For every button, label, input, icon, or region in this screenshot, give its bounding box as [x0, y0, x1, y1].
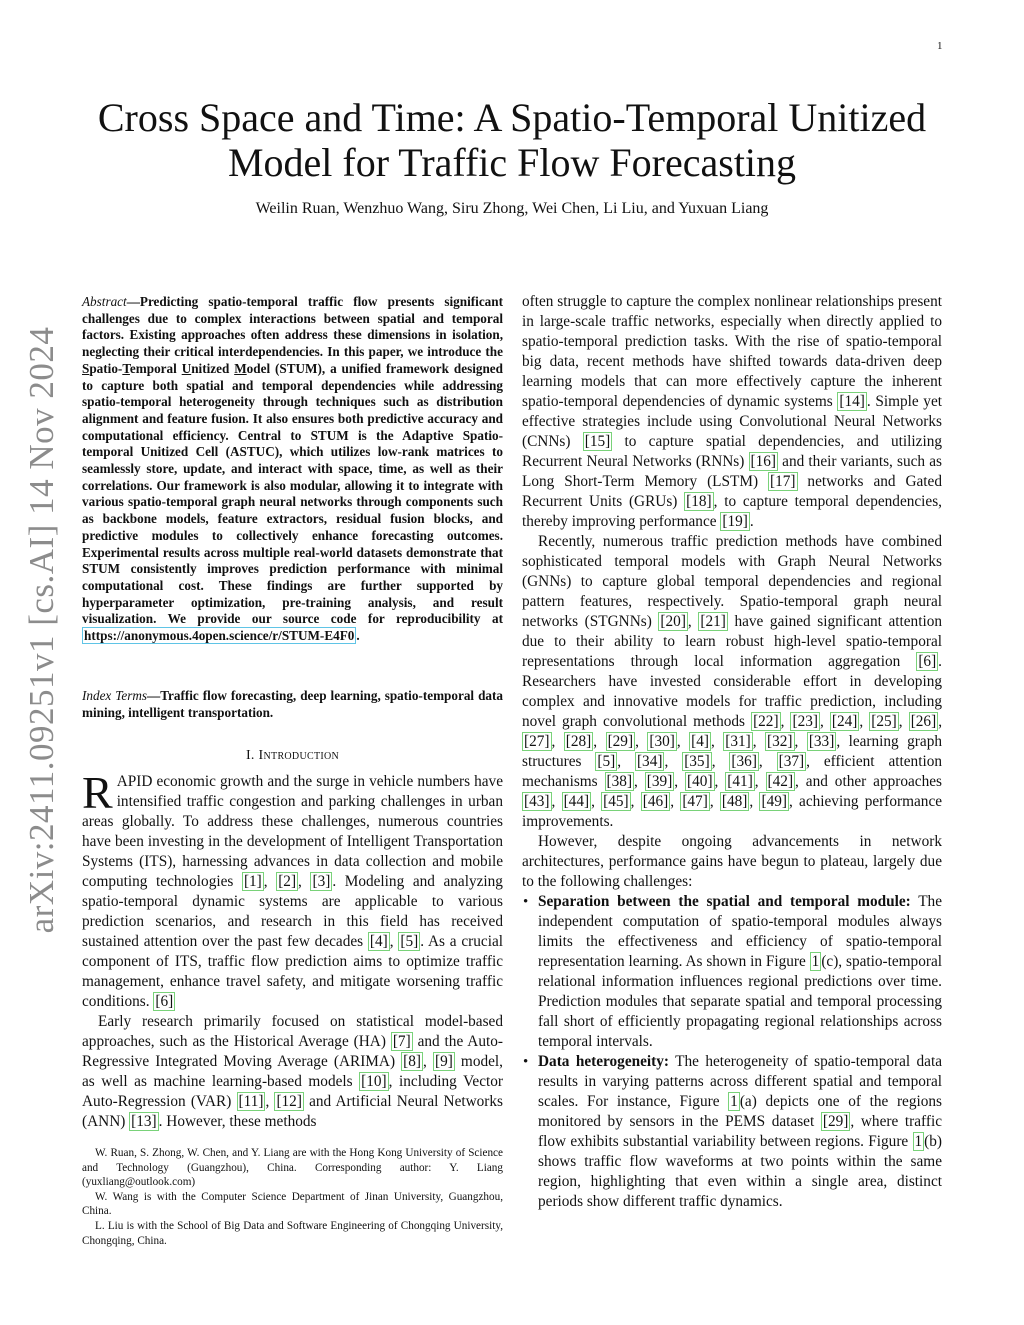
citation-link[interactable]: [26] — [910, 713, 937, 730]
citation-link[interactable]: [45] — [603, 793, 629, 810]
paragraph-text: , learning graph structures — [522, 733, 942, 770]
paragraph-3 — [522, 292, 942, 532]
citation-link[interactable]: [22] — [753, 713, 779, 730]
source-code-link[interactable]: https://anonymous.4open.science/r/STUM-E4F0 — [84, 628, 355, 644]
citation-link[interactable]: [29] — [607, 733, 634, 750]
list-item-heading: Data heterogeneity: — [538, 1053, 670, 1070]
abstract-text: Predicting spatio-temporal traffic flow presents significant challenges due to complex interactions between spatial and temporal factors. Existing approaches often address these dimensions in isolation, neglecting their critical interdependencies. In this paper, we introduce the — [82, 294, 503, 360]
arxiv-sidebar-stamp — [22, 300, 62, 960]
citation-link[interactable]: [1] — [243, 873, 262, 890]
citation-link[interactable]: [4] — [369, 933, 388, 950]
citation-link[interactable]: [29] — [822, 1113, 849, 1130]
citation-link[interactable]: [47] — [682, 793, 708, 810]
paragraph-5: However, despite ongoing advancements in network architectures, performance gains have begun to plateau, largely due to the following challenges: — [522, 833, 942, 890]
paragraph-text: , and other approaches — [795, 773, 942, 790]
list-item-heading: Separation between the spatial and temporal module: — [538, 893, 911, 910]
intro-paragraph-2: Early research primarily focused on statistical model-based approaches, such as the Historical Average (HA) [7] and the Auto-Regressive Integrated Moving Average (ARIMA) [8] , [9] model, as well as machine learning-based models [10] , including Vector Auto-Regression (VAR) [11] , [12] and Artificial Neural Networks (ANN) [13] . However, these methods — [82, 1013, 504, 1130]
acronym-letter: M — [234, 360, 247, 376]
figure-link[interactable]: 1 — [914, 1133, 923, 1150]
acronym-letter: S — [82, 360, 90, 376]
paragraph-text: Recently, numerous traffic prediction methods have combined sophisticated temporal models with Graph Neural Networks (GNNs) to capture global temporal dependencies and regional pattern features, respectively. Spatio-temporal graph neural networks (STGNNs) — [522, 533, 942, 630]
citation-link[interactable]: [15] — [584, 433, 611, 450]
paragraph-text: . As a crucial component of ITS, traffic flow prediction aims to optimize traffic management, enhance travel safety, and mitigate worsening traffic conditions. — [82, 933, 503, 1010]
citation-link[interactable]: [17] — [770, 473, 796, 490]
section-number: I. — [245, 748, 255, 763]
citation-link[interactable]: [42] — [767, 773, 794, 790]
citation-link[interactable]: [30] — [649, 733, 675, 750]
citation-link[interactable]: [46] — [642, 793, 669, 810]
citation-link[interactable]: [7] — [392, 1033, 411, 1050]
citation-link[interactable]: [12] — [276, 1093, 302, 1110]
citation-link[interactable]: [16] — [750, 453, 777, 470]
citation-link[interactable]: [43] — [524, 793, 550, 810]
citation-link[interactable]: [4] — [691, 733, 709, 750]
paragraph-text: . Researchers have invested considerable effort in developing complex and innovative models for traffic prediction, including novel graph convolutional methods — [522, 653, 942, 730]
citation-link[interactable]: [13] — [131, 1113, 157, 1130]
paragraph-text: . Modeling and analyzing spatio-temporal dynamic systems are applicable to various prediction scenarios, and research in this field has received sustained attention over the past few decades — [82, 873, 503, 950]
index-terms-text: Traffic flow forecasting, deep learning, spatio-temporal data mining, intelligent transportation. — [82, 688, 503, 720]
acronym-letter: U — [181, 360, 192, 376]
abstract-text: odel — [246, 360, 271, 376]
paragraph-text: (c), spatio-temporal relational information influences regional predictions over time. Prediction modules that separate spatial and temporal processing fall short of efficiently propagating regional relationships across temporal intervals. — [538, 953, 942, 1050]
abstract-text: patio- — [89, 360, 123, 376]
citation-link[interactable]: [31] — [725, 733, 751, 750]
list-item — [538, 1052, 942, 1212]
citation-link[interactable]: [33] — [808, 733, 835, 750]
paragraph-text: and Artificial Neural Networks (ANN) — [82, 1093, 504, 1130]
citation-link[interactable]: [35] — [684, 753, 710, 770]
paragraph-text: Early research primarily focused on statistical model-based approaches, such as the Historical Average (HA) — [82, 1013, 503, 1050]
paragraph-text: , including Vector Auto-Regression (VAR) — [82, 1073, 504, 1110]
citation-link[interactable]: [49] — [761, 793, 787, 810]
citation-link[interactable]: [3] — [312, 873, 331, 890]
citation-link[interactable]: [5] — [597, 753, 616, 770]
index-terms: Index Terms—Traffic flow forecasting, deep learning, spatio-temporal data mining, intelligent transportation. — [82, 688, 503, 720]
citation-link[interactable]: [8] — [403, 1053, 422, 1070]
citation-link[interactable]: [34] — [636, 753, 663, 770]
paragraph-text: model, as well as machine learning-based models — [82, 1053, 503, 1090]
footnotes — [82, 1146, 503, 1248]
paragraph-text: . However, these methods — [158, 1113, 317, 1130]
citation-link[interactable]: [41] — [727, 773, 753, 790]
abstract-label: Abstract — [82, 294, 127, 309]
paragraph-text: and the Auto-Regressive Integrated Moving Average (ARIMA) — [82, 1033, 503, 1070]
paragraph-text: (a) depicts one of the regions monitored by sensors in the PEMS dataset — [538, 1093, 942, 1130]
citation-group: [5] , [34] , [35] , [36] , [37] — [597, 753, 805, 770]
citation-group: [22] , [23] , [24] , [25] , [26] , [27] , [28] , [29] , [30] , [4] , [31] , [32] , [33] — [524, 713, 943, 750]
paragraph-text: and their variants, such as Long Short-Term Memory (LSTM) — [522, 453, 942, 490]
citation-link[interactable]: [5] — [400, 933, 419, 950]
paragraph-text: The heterogeneity of spatio-temporal data results in varying patterns across different spatial and temporal scales. For instance, Figure — [538, 1053, 942, 1110]
citation-link[interactable]: [44] — [563, 793, 590, 810]
paragraph-text: , to capture temporal dependencies, thereby improving performance — [522, 493, 942, 530]
citation-link[interactable]: [37] — [778, 753, 805, 770]
citation-group: [43] , [44] , [45] , [46] , [47] , [48] , [49] — [524, 793, 787, 810]
arxiv-identifier: arXiv:2411.09251v1 [cs.AI] 14 Nov 2024 — [22, 326, 61, 934]
paragraph-text: have gained significant attention due to their ability to learn robust high-level spatio-temporal representations through local information aggregation — [522, 613, 942, 670]
abstract: Abstract—Predicting spatio-temporal traffic flow presents significant challenges due to complex interactions between spatial and temporal factors. Existing approaches often address these dimensions in isolation, neglecting their critical interdependencies. In this paper, we introduce the Spatio-Temporal Unitized Model (STUM), a unified framework designed to capture both spatial and temporal dependencies while addressing spatio-temporal heterogeneity through techniques such as distribution alignment and feature fusion. It also ensures both predictive accuracy and computational efficiency. Central to STUM is the Adaptive Spatio-temporal Unitized Cell (ASTUC), which utilizes low-rank matrices to seamlessly store, update, and interact with space, time, as well as their correlations. Our framework is also modular, allowing it to integrate with various spatio-temporal graph neural networks through components such as backbone models, feature extractors, residual fusion blocks, and predictive modules to collectively enhance forecasting outcomes. Experimental results across multiple real-world datasets demonstrate that STUM consistently improves prediction performance with minimal computational cost. These findings are further supported by hyperparameter optimization, pre-training analysis, and result visualization. We provide our source code for reproducibility at https://anonymous.4open.science/r/STUM-E4F0 . — [82, 294, 503, 644]
figure-link[interactable]: 1 — [811, 953, 820, 970]
section-heading — [82, 748, 503, 764]
citation-group: [38] , [39] , [40] , [41] , [42] — [606, 773, 794, 790]
citation-link[interactable]: [39] — [646, 773, 673, 790]
paragraph-text: . Simple yet effective strategies include using Convolutional Neural Networks (CNNs) — [522, 393, 942, 450]
citation-link[interactable]: [38] — [606, 773, 633, 790]
citation-link[interactable]: [20] — [660, 613, 686, 630]
footnote: W. Wang is with the Computer Science Department of Jinan University, Guangzhou, China. — [82, 1190, 503, 1218]
paragraph-text: to capture spatial dependencies, and utilizing Recurrent Neural Networks (RNNs) — [522, 433, 942, 470]
citation-link[interactable]: [25] — [871, 713, 897, 730]
paragraph-text: (b) shows traffic flow waveforms at two points within the same region, highlighting that even within a single area, distinct periods show different traffic dynamics. — [538, 1133, 942, 1210]
paragraph-text: , where traffic flow exhibits substantial variability between regions. Figure — [538, 1113, 942, 1150]
citation-link[interactable]: [21] — [700, 613, 726, 630]
abstract-text: . — [356, 628, 360, 644]
citation-link[interactable]: [23] — [792, 713, 818, 730]
citation-link[interactable]: [11] — [238, 1093, 264, 1110]
page-number: 1 — [937, 40, 943, 52]
abstract-text: nitized — [191, 360, 235, 376]
acronym-letter: T — [122, 360, 130, 376]
author-list: Weilin Ruan, Wenzhuo Wang, Siru Zhong, Wei Chen, Li Liu, and Yuxuan Liang — [255, 200, 769, 217]
paragraph-text: networks and Gated Recurrent Units (GRUs) — [522, 473, 942, 510]
list-item — [538, 892, 942, 1052]
intro-paragraph-1: RAPID economic growth and the surge in vehicle numbers have intensified traffic congestion and parking challenges in urban areas globally. To address these challenges, numerous countries have been investing in the development of Intelligent Transportation Systems (ITS), harnessing advances in data collection and mobile computing technologies [1] , [2] , [3] . Modeling and analyzing spatio-temporal dynamic systems are applicable to various prediction scenarios, and research in this field has received sustained attention over the past few decades [4] , [5] . As a crucial component of ITS, traffic flow prediction aims to optimize traffic management, enhance travel safety, and mitigate worsening traffic conditions. [6] — [82, 767, 503, 1010]
figure-link[interactable]: 1 — [730, 1093, 738, 1110]
section-title: Introduction — [258, 748, 340, 763]
citation-link[interactable]: [19] — [722, 513, 748, 530]
abstract-text: emporal — [129, 360, 182, 376]
footnote: L. Liu is with the School of Big Data and Software Engineering of Chongqing University, Chongqing, China. — [82, 1219, 503, 1247]
paragraph-4: Recently, numerous traffic prediction methods have combined sophisticated temporal models with Graph Neural Networks (GNNs) to capture global temporal dependencies and regional pattern features, respectively. Spatio-temporal graph neural networks (STGNNs) [20] , [21] have gained significant attention due to their ability to learn robust high-level spatio-temporal representations through local information aggregation [6] . Researchers have invested considerable effort in developing complex and innovative models for traffic prediction, including novel graph convolutional methods [22] , [23] , [24] , [25] , [26] , [27] , [28] , [29] , [30] , [4] , [31] , [32] , [33] , learning graph structures [5] , [34] , [35] , [36] , [37] , efficient attention mechanisms [38] , [39] , [40] , [41] , [42] , and other approaches [43] , [44] , [45] , [46] , [47] , [48] , [49] , achieving performance improvements. — [522, 533, 943, 830]
index-terms-label: Index Terms — [82, 688, 148, 703]
citation-link[interactable]: [27] — [524, 733, 550, 750]
citation-link[interactable]: [6] — [918, 653, 937, 670]
introduction-text — [82, 767, 504, 1132]
citation-link[interactable]: [48] — [721, 793, 748, 810]
citation-link[interactable]: [28] — [565, 733, 592, 750]
paragraph-text: APID economic growth and the surge in vehicle numbers have intensified traffic congestion and parking challenges in urban areas globally. To address these challenges, numerous countries have been investing in the development of Intelligent Transportation Systems (ITS), harnessing advances in data collection and mobile computing technologies — [82, 773, 503, 890]
right-column-text — [522, 292, 942, 1212]
paragraph-text: . — [749, 513, 754, 530]
paper-title: Cross Space and Time: A Spatio-Temporal Unitized Model for Traffic Flow Forecasting — [97, 95, 927, 185]
footnote: W. Ruan, S. Zhong, W. Chen, and Y. Liang are with the Hong Kong University of Science and Technology (Guangzhou), China. Corresponding author: Y. Liang (yuxliang@outlook.com) — [82, 1147, 503, 1189]
citation-link[interactable]: [2] — [278, 873, 297, 890]
citation-link[interactable]: [24] — [831, 713, 858, 730]
citation-link[interactable]: [36] — [731, 753, 757, 770]
citation-link[interactable]: [18] — [686, 493, 712, 510]
citation-link[interactable]: [40] — [687, 773, 713, 790]
citation-link[interactable]: [14] — [839, 393, 865, 410]
abstract-text: (STUM), a unified framework designed to capture both spatial and temporal dependencies while addressing spatio-temporal heterogeneity through techniques such as distribution alignment and feature fusion. It also ensures both predictive accuracy and computational efficiency. Central to STUM is the Adaptive Spatio-temporal Unitized Cell (ASTUC), which utilizes low-rank matrices to seamlessly store, update, and interact with space, time, as well as their correlations. Our framework is also modular, allowing it to integrate with various spatio-temporal graph neural networks through components such as backbone models, feature extractors, residual fusion blocks, and predictive modules to collectively enhance forecasting outcomes. Experimental results across multiple real-world datasets demonstrate that STUM consistently improves prediction performance with minimal computational cost. These findings are further supported by hyperparameter optimization, pre-training analysis, and result visualization. We provide our source code for reproducibility at — [82, 360, 503, 627]
citation-link[interactable]: [32] — [767, 733, 793, 750]
paragraph-text: , achieving performance improvements. — [522, 793, 943, 830]
paragraph-text: often struggle to capture the complex nonlinear relationships present in large-scale traffic networks, especially when directly applied to spatio-temporal prediction tasks. With the rise of spatio-temporal big data, recent methods have shifted towards data-driven deep learning models that can more effectively capture the inherent spatio-temporal dependencies of dynamic systems — [522, 293, 942, 410]
citation-link[interactable]: [9] — [434, 1053, 453, 1070]
citation-link[interactable]: [10] — [361, 1073, 387, 1090]
drop-cap: R — [82, 767, 113, 818]
paragraph-text: The independent computation of spatio-temporal modules always limits the effectiveness and efficiency of spatio-temporal representation learning. As shown in Figure — [538, 893, 942, 970]
citation-link[interactable]: [6] — [155, 993, 174, 1010]
paragraph-text: , efficient attention mechanisms — [522, 753, 942, 790]
challenge-list — [522, 892, 942, 1212]
